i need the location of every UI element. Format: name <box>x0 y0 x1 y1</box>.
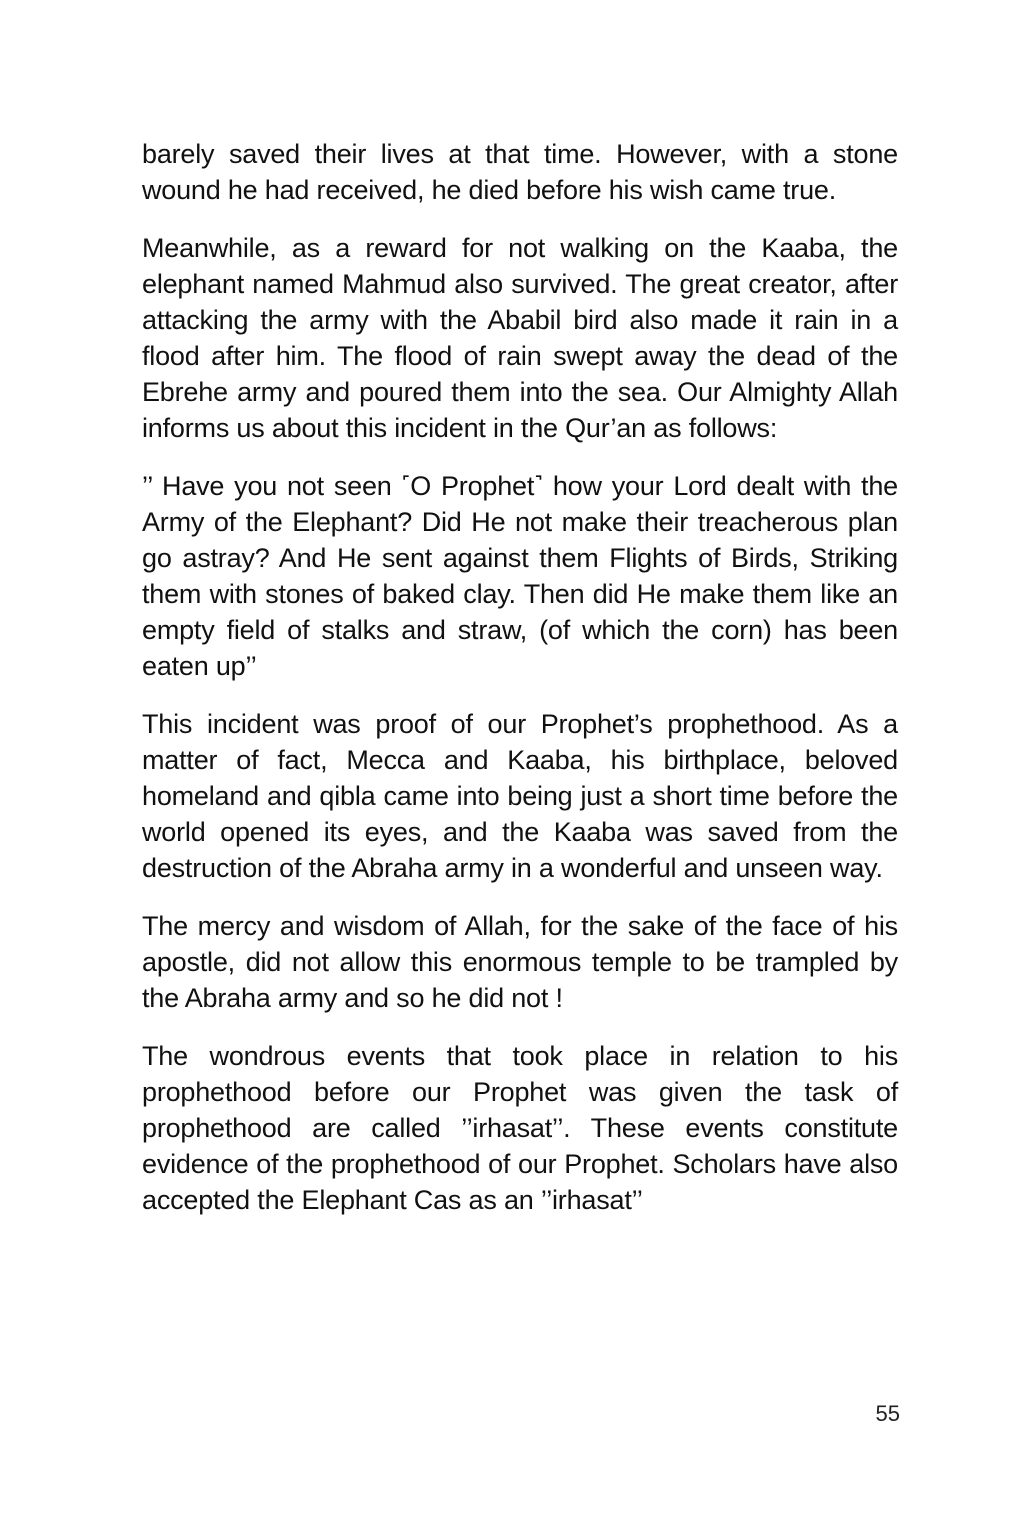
page-body <box>142 136 898 1240</box>
paragraph-irhasat: The wondrous events that took place in relation to his prophethood before our Prophet was given the task of prophethood are called ’’irhasat’’. These events constitute evidence of the prophethood of our Prophet. Scholars have also accepted the Elephant Cas as an ’’irhasat’’ <box>142 1041 898 1215</box>
paragraph-quran-quote: ’’ Have you not seen ˹O Prophet˺ how your Lord dealt with the Army of the Elephant? Did He not make their treacherous plan go astray? And He sent against them Flights of Birds, Striking them with stones of baked clay. Then did He make them like an empty field of stalks and straw, (of which the corn) has been eaten up’’ <box>142 471 898 681</box>
paragraph-mercy-and-wisdom: The mercy and wisdom of Allah, for the sake of the face of his apostle, did not allow this enormous temple to be trampled by the Abraha army and so he did not ! <box>142 911 898 1013</box>
paragraph-mahmud-elephant: Meanwhile, as a reward for not walking on the Kaaba, the elephant named Mahmud also survived. The great creator, after attacking the army with the Ababil bird also made it rain in a flood after him. The flood of rain swept away the dead of the Ebrehe army and poured them into the sea. Our Almighty Allah informs us about this incident in the Qur’an as follows: <box>142 233 898 443</box>
paragraph-proof-of-prophethood: This incident was proof of our Prophet’s prophethood. As a matter of fact, Mecca and Kaaba, his birthplace, beloved homeland and qibla came into being just a short time before the world opened its eyes, and the Kaaba was saved from the destruction of the Abraha army in a wonderful and unseen way. <box>142 709 898 883</box>
paragraph-continuation: barely saved their lives at that time. However, with a stone wound he had received, he died before his wish came true. <box>142 139 898 205</box>
page-number: 55 <box>875 1401 900 1426</box>
